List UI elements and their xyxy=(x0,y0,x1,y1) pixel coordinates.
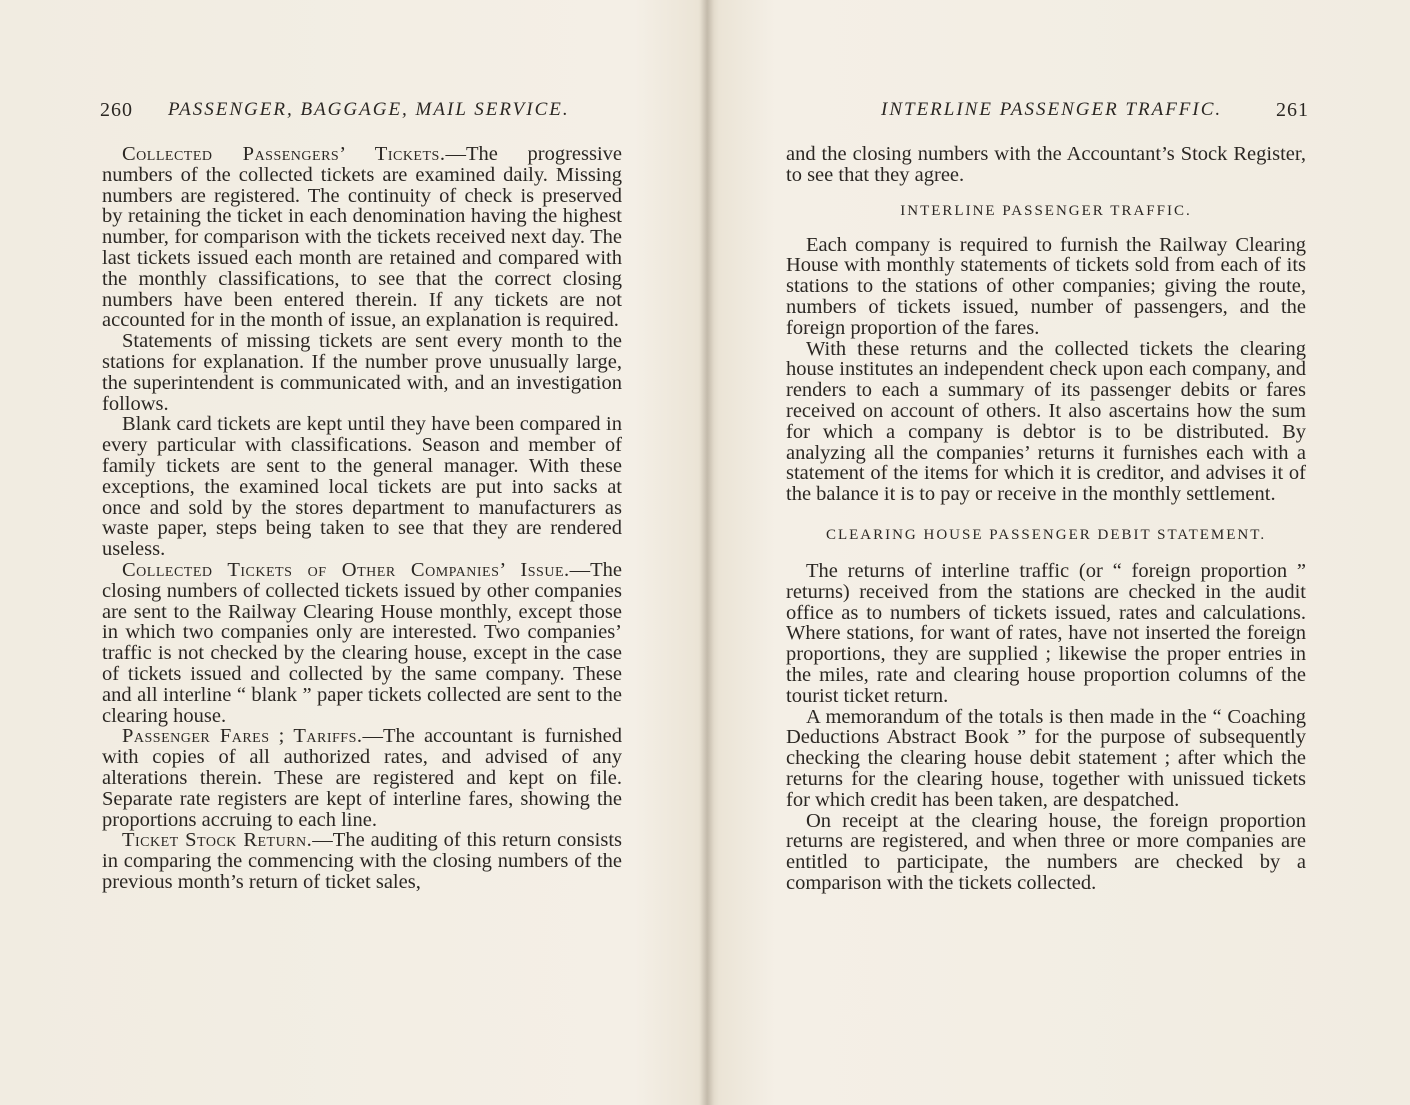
paragraph-text: —The auditing of this return consists in comparing the commencing with the closing numbers of the previous month’s return of ticket sales, xyxy=(102,829,622,893)
paragraph: Blank card tickets are kept until they have been compared in every particular with classifications. Season and member of family tickets are sent to the general manager. With these exceptions, the examined local tickets are put into sacks at once and sold by the stores department to manufacturers as waste paper, steps being taken to see that they are rendered useless. xyxy=(102,413,622,561)
paragraph: A memorandum of the totals is then made in the “ Coaching Deductions Abstract Book ” for the purpose of subsequently checking the clearing house debit statement ; after which the returns for the clearing house, together with unissued tickets for which credit has been taken, are despatched. xyxy=(786,705,1306,811)
paragraph-lead: Collected Tickets of Other Companies’ Issue. xyxy=(122,558,570,581)
paragraph xyxy=(102,560,622,726)
book-gutter xyxy=(700,0,714,1105)
paragraph-text: —The accountant is furnished with copies of all authorized rates, and advised of any alterations therein. These are registered and kept on file. Separate rate registers are kept of interline fares, showing the proportions accruing to each line. xyxy=(102,725,622,831)
paragraph-lead: Collected Passengers’ Tickets. xyxy=(122,143,446,165)
left-page-body xyxy=(102,144,622,893)
paragraph: With these returns and the collected tickets the clearing house institutes an independent check upon each company, and renders to each a summary of its passenger debits or fares received on account of others. It also ascertains how the sum for which a company is debtor is to be distributed. By analyzing all the companies’ returns it furnishes each with a statement of the items for which it is creditor, and advises it of the balance it is to pay or receive in the monthly settlement. xyxy=(786,337,1306,506)
paragraph-lead: Tariffs. xyxy=(293,725,363,748)
section-heading: INTERLINE PASSENGER TRAFFIC. xyxy=(900,202,1192,219)
paragraph: On receipt at the clearing house, the foreign proportion returns are registered, and when three or more companies are entitled to participate, the numbers are checked by a comparison with the tickets collected. xyxy=(786,809,1306,894)
running-head: INTERLINE PASSENGER TRAFFIC. xyxy=(881,99,1223,120)
page-number: 261 xyxy=(1276,99,1309,121)
paragraph-lead: Ticket Stock Return. xyxy=(122,829,313,852)
section-heading: CLEARING HOUSE PASSENGER DEBIT STATEMENT. xyxy=(825,526,1267,543)
paragraph-lead: Passenger Fares xyxy=(122,725,270,748)
page-number: 260 xyxy=(100,99,133,121)
paragraph-separator: ; xyxy=(269,725,294,748)
paragraph xyxy=(102,144,622,331)
paragraph: Statements of missing tickets are sent every month to the stations for explanation. If the number prove unusually large, the superintendent is communicated with, and an investigation follows. xyxy=(102,330,622,415)
paragraph: and the closing numbers with the Accountant’s Stock Register, to see that they agree. xyxy=(786,143,1306,186)
running-head: PASSENGER, BAGGAGE, MAIL SERVICE. xyxy=(168,99,570,120)
right-page-header xyxy=(708,96,1318,124)
paragraph xyxy=(102,830,622,892)
left-page-header xyxy=(92,96,702,124)
paragraph-text: —The progressive numbers of the collected tickets are examined daily. Missing numbers are registered. The continuity of check is preserved by retaining the ticket in each denomination having the highest number, for comparison with the tickets received next day. The last tickets issued each month are retained and compared with the monthly classifications, to see that the correct closing numbers have been entered therein. If any tickets are not accounted for in the month of issue, an explanation is required. xyxy=(102,143,622,332)
paragraph-text: —The closing numbers of collected tickets issued by other companies are sent to the Railway Clearing House monthly, except those in which two companies only are interested. Two companies’ traffic is not checked by the clearing house, except in the case of tickets issued and collected by the same company. These and all interline “ blank ” paper tickets collected are sent to the clearing house. xyxy=(102,558,622,727)
right-page-body xyxy=(786,144,1306,894)
paragraph xyxy=(102,726,622,830)
paragraph: Each company is required to furnish the Railway Clearing House with monthly statements of tickets sold from each of its stations to the stations of other companies; giving the route, numbers of tickets issued, number of passengers, and the foreign proportion of the fares. xyxy=(786,233,1306,339)
paragraph: The returns of interline traffic (or “ foreign proportion ” returns) received from the stations are checked in the audit office as to numbers of tickets issued, rates and calculations. Where stations, for want of rates, have not inserted the foreign proportions, they are supplied ; likewise the proper entries in the miles, rate and clearing house proportion columns of the tourist ticket return. xyxy=(786,559,1306,707)
